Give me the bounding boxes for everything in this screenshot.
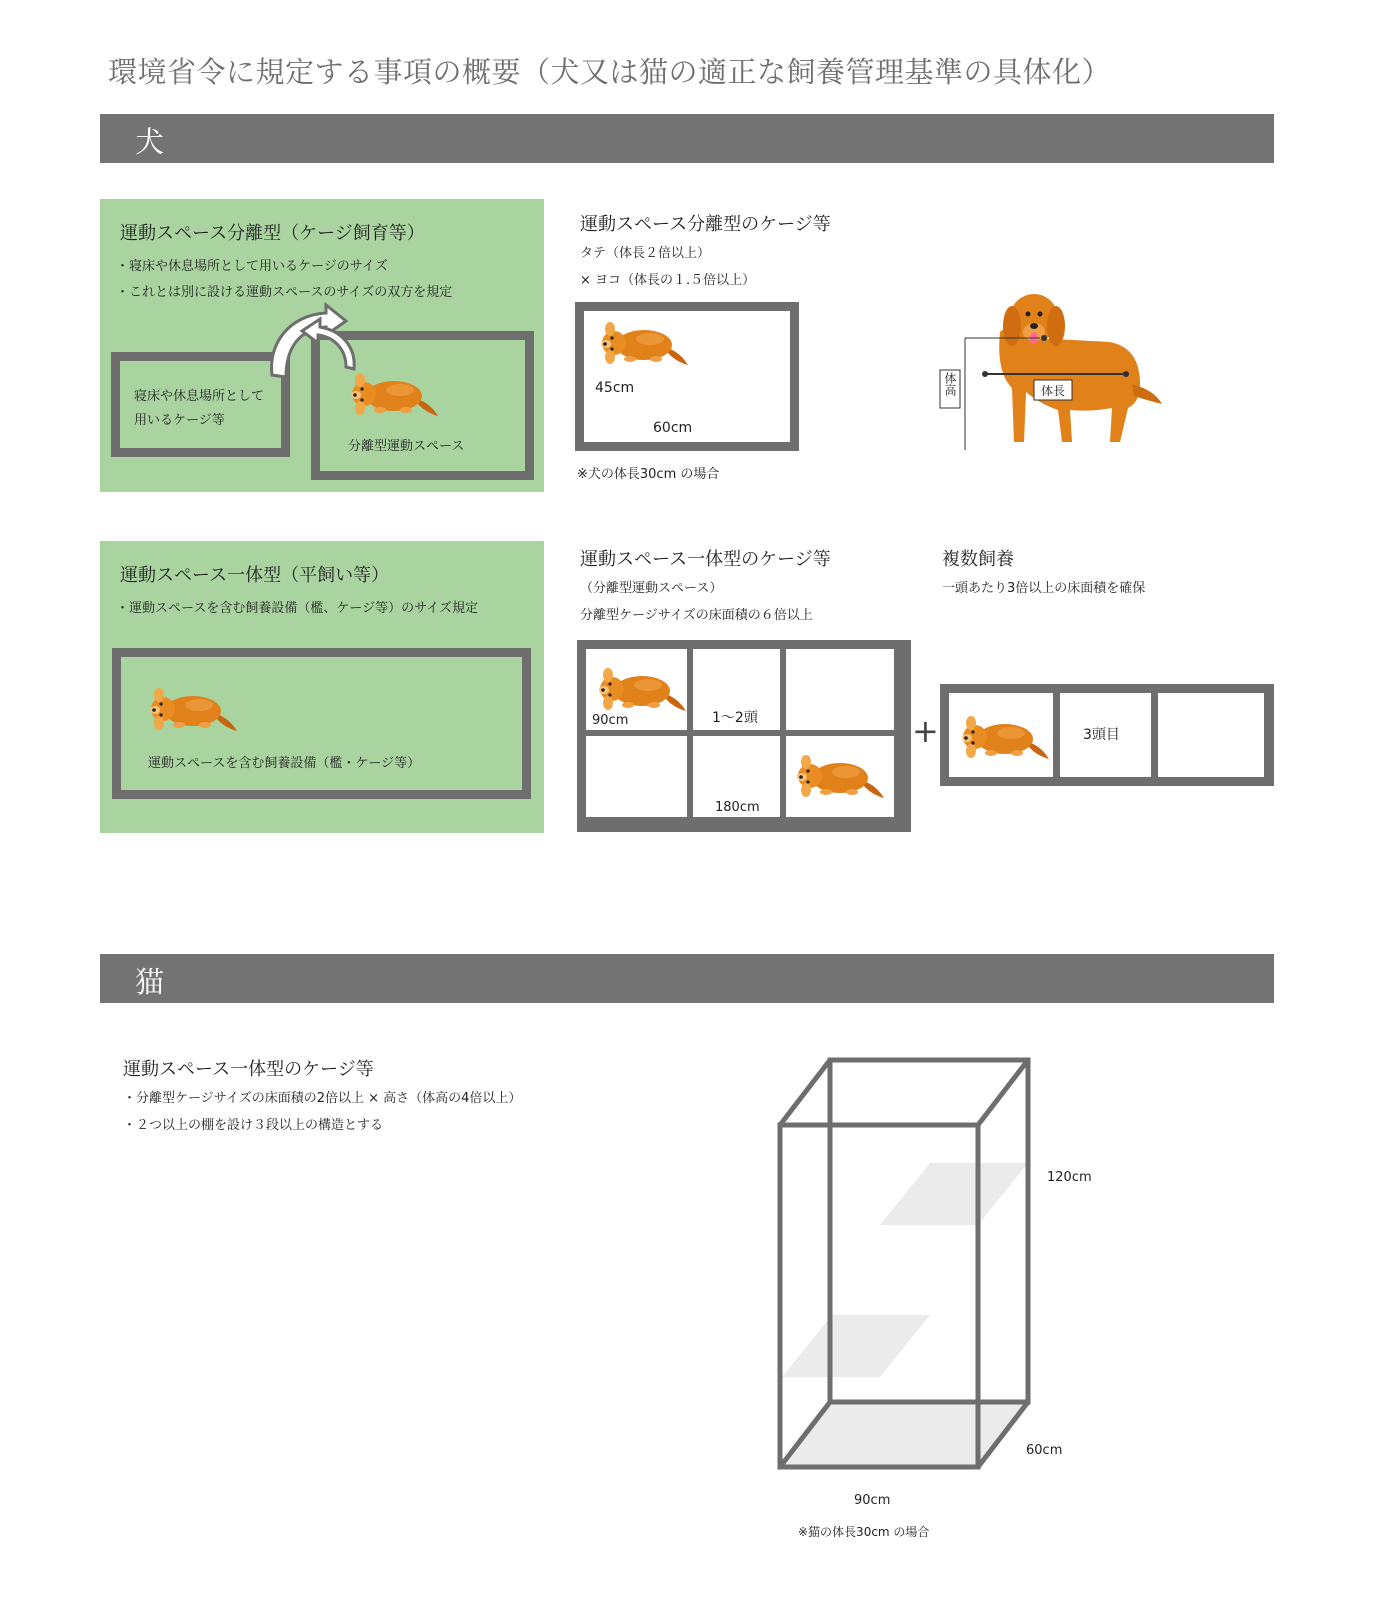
dog-icon [796,752,886,804]
separated-spec-line-1: タテ（体長２倍以上） [580,246,711,261]
separated-spec-width: 60cm [653,420,693,436]
dog-icon [149,685,239,737]
integrated-panel-inner-label: 運動スペースを含む飼養設備（檻・ケージ等） [148,756,421,771]
cat-section-label: 猫 [135,965,165,999]
dog-icon [598,665,688,717]
integrated-spec-width: 180cm [715,800,760,815]
dog-icon [961,713,1051,765]
measure-length-label: 体長 [1040,384,1066,398]
measure-height-label: 体高 [943,372,957,396]
dog-measure-illustration [940,292,1170,452]
cat-bullet-2: ・２つ以上の棚を設け３段以上の構造とする [123,1118,384,1133]
separated-panel-heading: 運動スペース分離型（ケージ飼育等） [120,223,425,244]
grid-cell [1158,693,1264,777]
dog-icon [350,370,440,422]
cat-note: ※猫の体長30cm の場合 [798,1525,930,1539]
grid-cell [786,736,894,817]
grid-cell [693,649,780,730]
cat-bullet-1: ・分離型ケージサイズの床面積の2倍以上 × 高さ（体高の4倍以上） [123,1091,522,1106]
integrated-panel-bullet: ・運動スペースを含む飼養設備（檻、ケージ等）のサイズ規定 [116,601,479,616]
cat-height-label: 120cm [1047,1170,1092,1185]
dog-section-label: 犬 [135,125,165,159]
cat-heading: 運動スペース一体型のケージ等 [123,1059,374,1080]
exercise-space-label: 分離型運動スペース [348,439,465,454]
small-cage-label-2: 用いるケージ等 [134,413,225,428]
cat-depth-label: 60cm [1026,1443,1063,1458]
integrated-spec-height: 90cm [592,713,629,728]
separated-panel-bullet-1: ・寝床や休息場所として用いるケージのサイズ [116,259,388,274]
page-title: 環境省令に規定する事項の概要（犬又は猫の適正な飼養管理基準の具体化） [108,55,1112,89]
separated-spec-heading: 運動スペース分離型のケージ等 [580,214,831,235]
grid-cell [786,649,894,730]
separated-spec-cage [575,302,799,451]
grid-cell [693,736,780,817]
integrated-panel-heading: 運動スペース一体型（平飼い等） [120,565,390,586]
cat-cage-illustration [770,1050,1040,1490]
separated-spec-line-2: × ヨコ（体長の１.５倍以上） [580,273,756,288]
dog-icon [600,319,690,371]
grid-cell [586,649,687,730]
multi-heading: 複数飼養 [942,549,1014,570]
multi-line-1: 一頭あたり3倍以上の床面積を確保 [942,581,1146,596]
grid-cell [1060,693,1151,777]
integrated-type-panel [100,541,544,833]
integrated-panel-cage [112,648,531,799]
cat-width-label: 90cm [854,1493,891,1508]
integrated-spec-heading: 運動スペース一体型のケージ等 [580,549,831,570]
separated-panel-bullet-2: ・これとは別に設ける運動スペースのサイズの双方を規定 [116,285,453,300]
swap-arrows-icon [260,303,360,393]
dog-section-bar [100,114,1274,163]
integrated-spec-grid [577,640,911,832]
separated-spec-height: 45cm [595,380,635,396]
separated-spec-note: ※犬の体長30cm の場合 [577,467,720,482]
separated-type-panel [100,199,544,492]
integrated-spec-line-2: 分離型ケージサイズの床面積の６倍以上 [580,608,813,623]
integrated-spec-line-1: （分離型運動スペース） [580,581,723,596]
plus-icon: + [912,712,939,750]
multi-grid [940,684,1274,786]
integrated-spec-count: 1～2頭 [712,710,758,726]
grid-cell [586,736,687,817]
small-cage-label-1: 寝床や休息場所として [134,389,265,404]
grid-cell [949,693,1053,777]
multi-third-label: 3頭目 [1083,727,1120,743]
cat-section-bar [100,954,1274,1003]
